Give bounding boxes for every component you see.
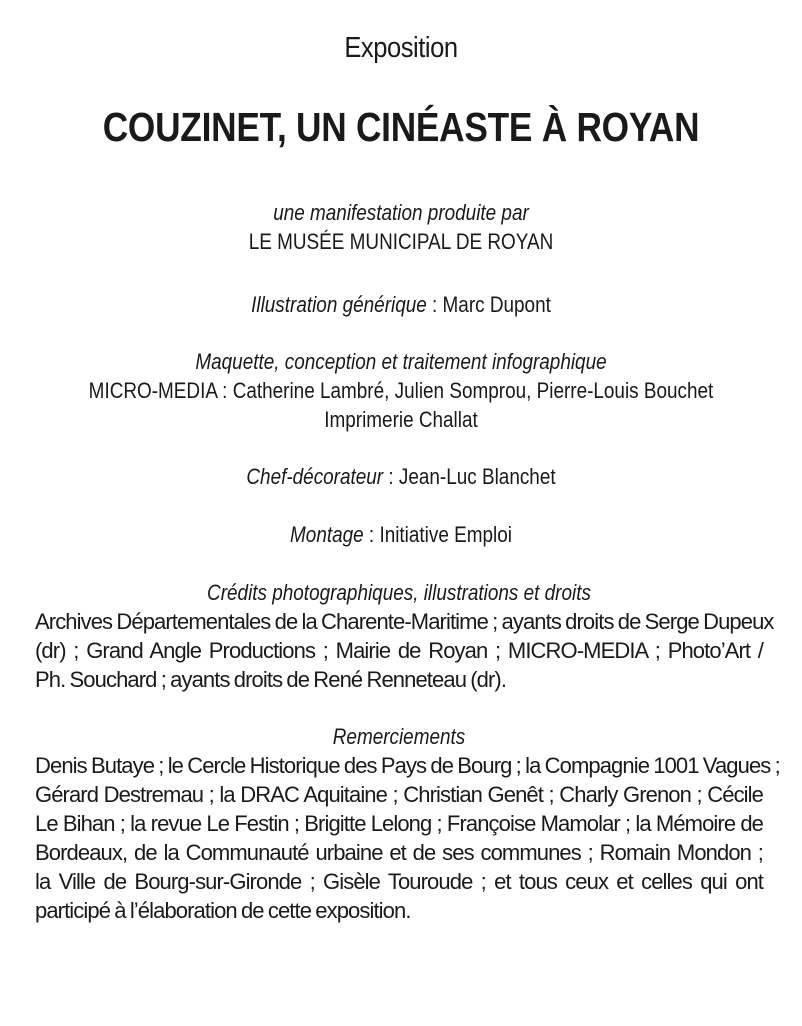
decorateur-section [56, 462, 746, 491]
remerciements-line: participé à l’élaboration de cette exposition. [35, 898, 411, 923]
illustration-separator: : [426, 292, 443, 317]
credits-line: Ph. Souchard ; ayants droits de René Renneteau (dr). [35, 667, 507, 692]
decorateur-label: Chef-décorateur [246, 464, 384, 489]
maquette-label: Maquette, conception et traitement infographique [195, 349, 607, 374]
credits-label: Crédits photographiques, illustrations et droits [207, 580, 591, 605]
maquette-line-2: Imprimerie Challat [324, 407, 478, 432]
maquette-section [56, 347, 746, 434]
montage-value: Initiative Emploi [379, 522, 512, 547]
remerciements-section [35, 722, 780, 925]
credits-line: (dr) ; Grand Angle Productions ; Mairie de Royan ; MICRO-MEDIA ; Photo’Art / [35, 638, 763, 663]
montage-label: Montage [290, 522, 364, 547]
illustration-value: Marc Dupont [442, 292, 551, 317]
remerciements-line: la Ville de Bourg-sur-Gironde ; Gisèle Touroude ; et tous ceux et celles qui ont [35, 869, 763, 894]
illustration-section [56, 290, 746, 319]
remerciements-line: Gérard Destremau ; la DRAC Aquitaine ; Christian Genêt ; Charly Grenon ; Cécile [35, 782, 763, 807]
credits-section [35, 578, 774, 694]
production-value: LE MUSÉE MUNICIPAL DE ROYAN [248, 229, 554, 254]
decorateur-value: Jean-Luc Blanchet [398, 464, 556, 489]
production-section [56, 198, 746, 256]
maquette-line-1: MICRO-MEDIA : Catherine Lambré, Julien Somprou, Pierre-Louis Bouchet [88, 378, 714, 403]
exhibition-kicker: Exposition [344, 32, 458, 64]
remerciements-label: Remerciements [332, 724, 466, 749]
credits-line: Archives Départementales de la Charente-Maritime ; ayants droits de Serge Dupeux [35, 609, 774, 634]
illustration-label: Illustration générique [251, 292, 427, 317]
production-label: une manifestation produite par [273, 200, 529, 225]
remerciements-line: Le Bihan ; la revue Le Festin ; Brigitte Lelong ; Françoise Mamolar ; la Mémoire de [35, 811, 763, 836]
remerciements-line: Bordeaux, de la Communauté urbaine et de ses communes ; Romain Mondon ; [35, 840, 763, 865]
remerciements-line: Denis Butaye ; le Cercle Historique des Pays de Bourg ; la Compagnie 1001 Vagues ; [35, 753, 780, 778]
exhibition-title: COUZINET, UN CINÉASTE À ROYAN [102, 104, 700, 150]
montage-section [56, 520, 746, 549]
montage-separator: : [363, 522, 380, 547]
decorateur-separator: : [383, 464, 399, 489]
